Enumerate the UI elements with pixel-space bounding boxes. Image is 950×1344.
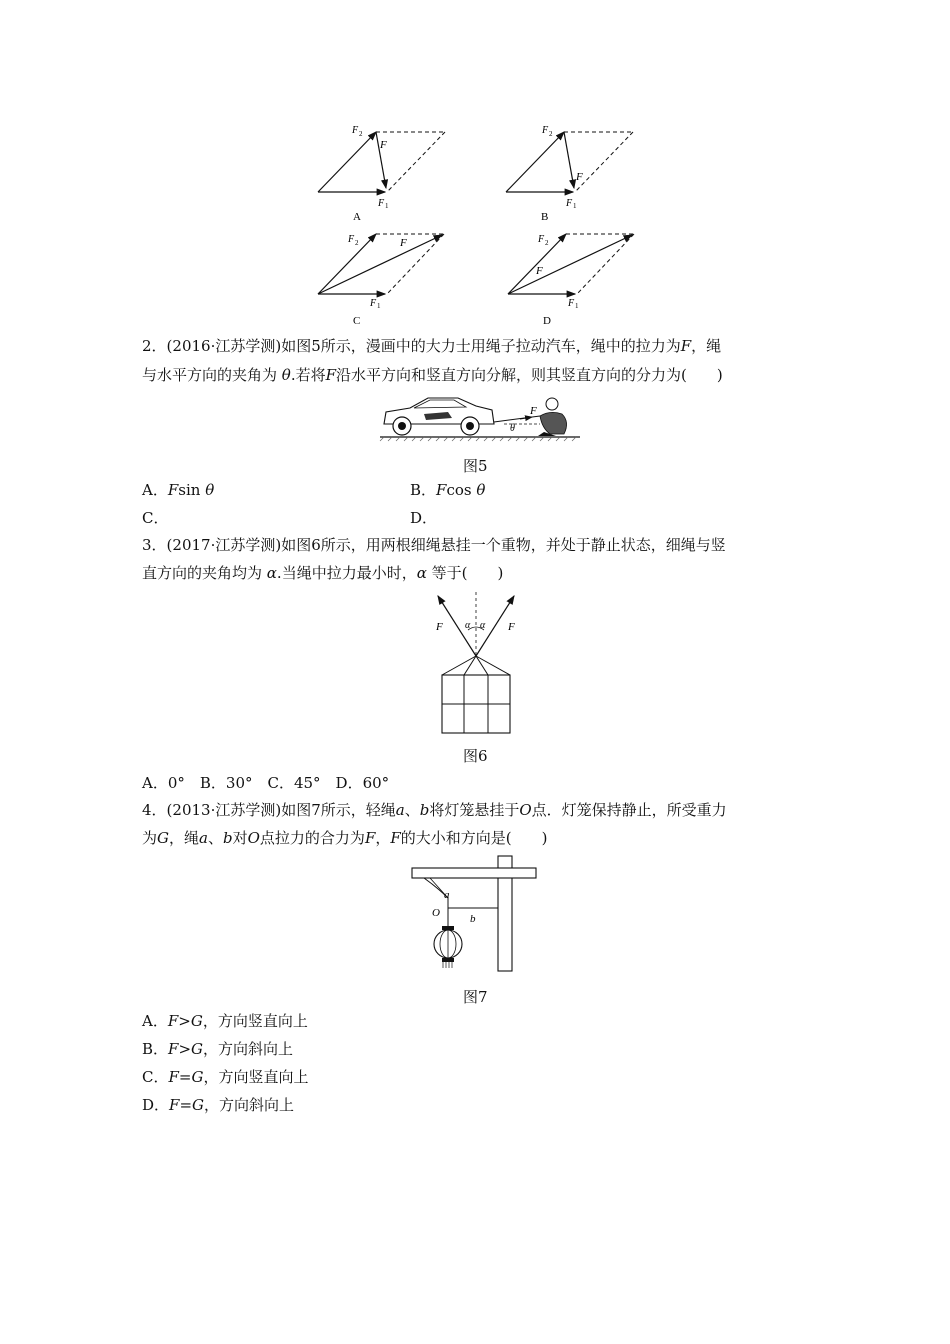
f2-subscript: 2: [549, 130, 553, 138]
figure-option-c: [310, 228, 460, 328]
f1-label: F: [378, 198, 385, 209]
f2-subscript: 2: [359, 130, 363, 138]
fig6-f-left-label: F: [436, 621, 443, 633]
f1-subscript: 1: [385, 202, 389, 210]
fig7-b-label: b: [470, 913, 476, 925]
q2-option-b: B．Fcos θ: [410, 481, 486, 499]
option-label-b: B: [541, 211, 549, 223]
f-label: F: [400, 237, 407, 249]
f2-subscript: 2: [355, 239, 359, 247]
q4-option-a: A．F>G，方向竖直向上: [142, 1012, 308, 1030]
q3-options: A．0° B．30° C．45° D．60°: [142, 774, 390, 792]
fig6-f-right-label: F: [508, 621, 515, 633]
f-label: F: [380, 139, 387, 151]
fig5-f-label: F: [530, 405, 537, 417]
f1-label: F: [566, 198, 573, 209]
q4-option-b: B．F>G，方向斜向上: [142, 1040, 294, 1058]
f2-label: F: [348, 234, 355, 245]
q3-line2: 直方向的夹角均为 α.当绳中拉力最小时，α 等于( ): [142, 564, 504, 582]
f1-subscript: 1: [377, 302, 381, 310]
q2-option-d: D．: [410, 509, 438, 527]
figure-6-caption: 图6: [463, 747, 488, 765]
option-label-d: D: [543, 315, 551, 327]
figure-7-caption: 图7: [463, 988, 488, 1006]
f1-label: F: [568, 298, 575, 309]
q2-option-a: A．Fsin θ: [142, 481, 215, 499]
q2-option-c: C．: [142, 509, 169, 527]
f-label: F: [536, 265, 543, 277]
figure-7-lantern: [408, 856, 548, 974]
fig6-alpha-right-label: α: [480, 620, 486, 631]
f-label: F: [576, 171, 583, 183]
fig7-o-label: O: [432, 907, 440, 919]
figure-option-b: [498, 120, 648, 225]
q2-line1: 2．(2016·江苏学测)如图5所示，漫画中的大力士用绳子拉动汽车，绳中的拉力为F，绳: [142, 337, 722, 355]
q4-option-d: D．F=G，方向斜向上: [142, 1096, 295, 1114]
figure-6-hanging-weight: [420, 590, 540, 740]
q4-line2: 为G，绳a、b对O点拉力的合力为F，F的大小和方向是( ): [142, 829, 548, 847]
fig7-a-label: a: [444, 889, 450, 901]
figure-5-caption: 图5: [463, 457, 488, 475]
f1-label: F: [370, 298, 377, 309]
f2-label: F: [352, 125, 359, 136]
option-label-a: A: [353, 211, 361, 223]
q4-option-c: C．F=G，方向竖直向上: [142, 1068, 309, 1086]
f1-subscript: 1: [573, 202, 577, 210]
q4-line1: 4．(2013·江苏学测)如图7所示，轻绳a、b将灯笼悬挂于O点．灯笼保持静止，所受重力: [142, 801, 727, 819]
option-label-c: C: [353, 315, 361, 327]
f1-subscript: 1: [575, 302, 579, 310]
f2-label: F: [542, 125, 549, 136]
fig5-theta-label: θ: [510, 423, 515, 434]
f2-subscript: 2: [545, 239, 549, 247]
figure-5-car-illustration: [380, 392, 580, 442]
fig6-alpha-left-label: α: [465, 620, 471, 631]
figure-option-d: [500, 228, 650, 328]
q3-line1: 3．(2017·江苏学测)如图6所示，用两根细绳悬挂一个重物，并处于静止状态，细绳与竖: [142, 536, 726, 554]
figure-option-a: [310, 120, 460, 225]
f2-label: F: [538, 234, 545, 245]
q2-line2: 与水平方向的夹角为 θ.若将F沿水平方向和竖直方向分解，则其竖直方向的分力为( ): [142, 366, 723, 384]
